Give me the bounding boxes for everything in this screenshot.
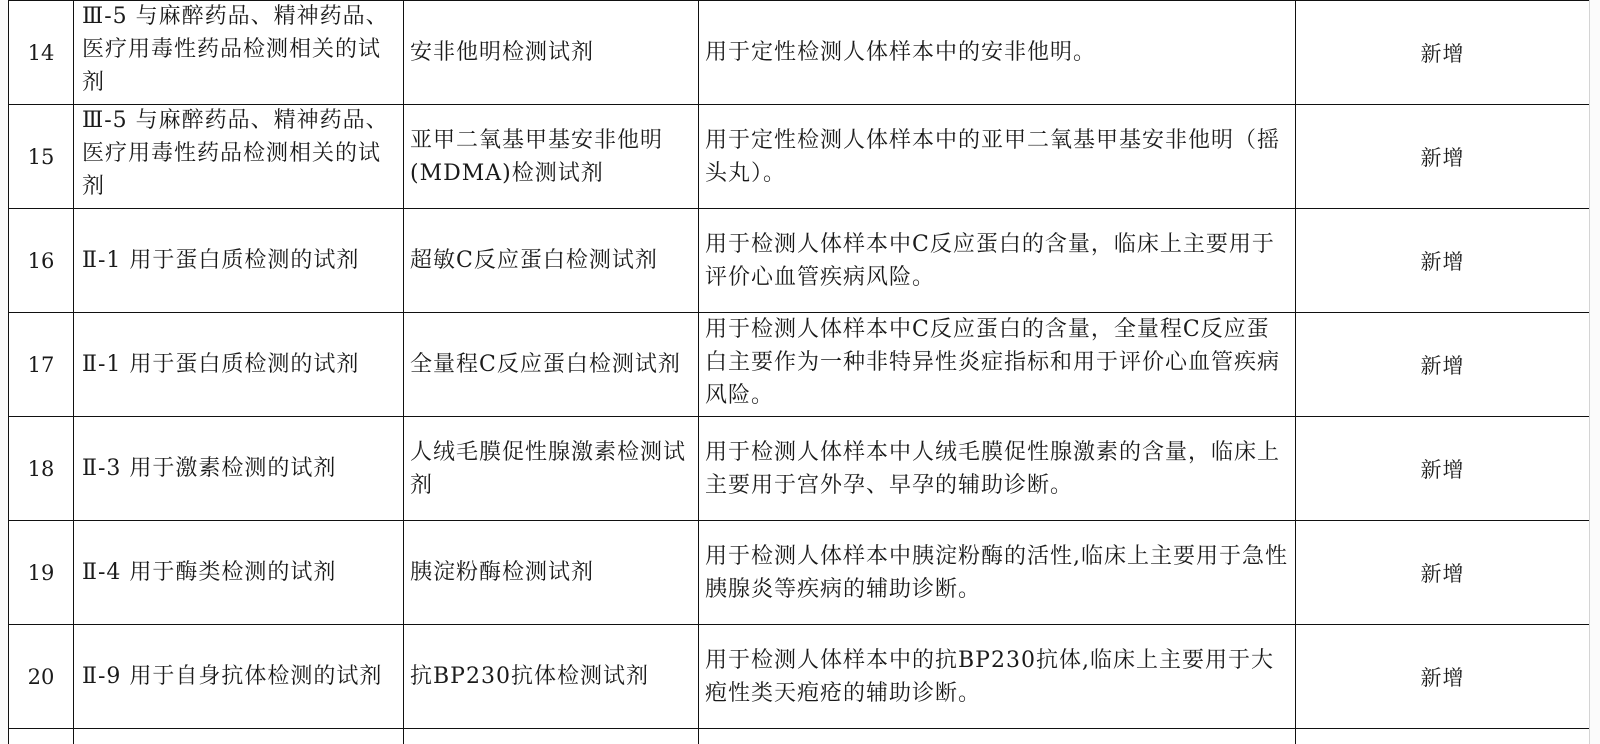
table-row[interactable] xyxy=(9,625,1590,729)
status-cell[interactable] xyxy=(1296,625,1590,729)
description-text: 用于检测人体样本中C反应蛋白的含量，临床上主要用于评价心血管疾病风险。 xyxy=(705,231,1275,290)
reagent-name: 超敏C反应蛋白检测试剂 xyxy=(410,248,658,273)
description-cell[interactable] xyxy=(699,625,1296,729)
description-cell[interactable] xyxy=(699,313,1296,417)
status-label: 新增 xyxy=(1420,561,1465,586)
status-cell[interactable] xyxy=(1296,313,1590,417)
status-label: 新增 xyxy=(1420,145,1465,170)
reagent-name: 安非他明检测试剂 xyxy=(410,40,595,65)
table-row[interactable] xyxy=(9,313,1590,417)
category-cell[interactable] xyxy=(74,209,404,313)
row-number: 15 xyxy=(27,144,55,169)
status-cell[interactable] xyxy=(1296,417,1590,521)
status-label: 新增 xyxy=(1420,457,1465,482)
row-number-cell[interactable] xyxy=(9,1,74,105)
category-cell[interactable] xyxy=(74,417,404,521)
category-cell[interactable] xyxy=(74,729,404,744)
description-text: 用于检测人体样本中的抗BP230抗体,临床上主要用于大疱性类天疱疮的辅助诊断。 xyxy=(705,647,1274,706)
description-text: 用于检测人体样本中胰淀粉酶的活性,临床上主要用于急性胰腺炎等疾病的辅助诊断。 xyxy=(705,543,1288,602)
row-number: 18 xyxy=(27,456,55,481)
row-number-cell[interactable] xyxy=(9,105,74,209)
category-cell[interactable] xyxy=(74,1,404,105)
reagent-name-cell[interactable] xyxy=(404,625,699,729)
category-cell[interactable] xyxy=(74,521,404,625)
description-cell[interactable] xyxy=(699,209,1296,313)
table-row[interactable] xyxy=(9,521,1590,625)
row-number-cell[interactable] xyxy=(9,729,74,744)
status-label: 新增 xyxy=(1420,665,1465,690)
description-cell[interactable] xyxy=(699,1,1296,105)
table-row[interactable] xyxy=(9,209,1590,313)
category-text: Ⅱ-9 用于自身抗体检测的试剂 xyxy=(82,664,383,689)
row-number-cell[interactable] xyxy=(9,521,74,625)
row-number-cell[interactable] xyxy=(9,209,74,313)
description-text: 用于定性检测人体样本中的安非他明。 xyxy=(705,40,1097,65)
description-cell[interactable] xyxy=(699,105,1296,209)
row-number: 20 xyxy=(27,664,55,689)
description-text: 用于定性检测人体样本中的亚甲二氧基甲基安非他明（摇头丸）。 xyxy=(705,127,1281,186)
status-cell[interactable] xyxy=(1296,1,1590,105)
reagent-name: 抗BP230抗体检测试剂 xyxy=(410,664,649,689)
category-text: Ⅲ-5 与麻醉药品、精神药品、医疗用毒性药品检测相关的试剂 xyxy=(82,108,389,199)
reagent-name-cell[interactable] xyxy=(404,105,699,209)
category-text: Ⅱ-3 用于激素检测的试剂 xyxy=(82,456,337,481)
status-cell[interactable] xyxy=(1296,521,1590,625)
reagent-name: 全量程C反应蛋白检测试剂 xyxy=(410,352,681,377)
vertical-scrollbar-gutter[interactable] xyxy=(1589,0,1600,744)
row-number-cell[interactable] xyxy=(9,417,74,521)
category-text: Ⅱ-1 用于蛋白质检测的试剂 xyxy=(82,248,360,273)
reagent-name-cell[interactable] xyxy=(404,521,699,625)
status-label: 新增 xyxy=(1420,249,1465,274)
reagent-name-cell[interactable] xyxy=(404,417,699,521)
status-label: 新增 xyxy=(1420,353,1465,378)
category-text: Ⅱ-4 用于酶类检测的试剂 xyxy=(82,560,337,585)
description-text: 用于检测人体样本中C反应蛋白的含量，全量程C反应蛋白主要作为一种非特异性炎症指标和用于评价心血管疾病风险。 xyxy=(705,317,1281,408)
table-row[interactable] xyxy=(9,1,1590,105)
description-text: 用于检测人体样本中人绒毛膜促性腺激素的含量，临床上主要用于宫外孕、早孕的辅助诊断。 xyxy=(705,439,1281,498)
table-row[interactable] xyxy=(9,417,1590,521)
description-cell[interactable] xyxy=(699,521,1296,625)
reagent-name-cell[interactable] xyxy=(404,1,699,105)
category-cell[interactable] xyxy=(74,105,404,209)
table-body xyxy=(9,1,1590,744)
row-number: 19 xyxy=(27,560,55,585)
description-cell[interactable] xyxy=(699,417,1296,521)
row-number: 16 xyxy=(27,248,55,273)
reagent-name: 人绒毛膜促性腺激素检测试剂 xyxy=(410,439,687,498)
reagent-name-cell[interactable] xyxy=(404,313,699,417)
reagent-name-cell[interactable] xyxy=(404,209,699,313)
status-cell[interactable] xyxy=(1296,105,1590,209)
status-label: 新增 xyxy=(1420,41,1465,66)
row-number-cell[interactable] xyxy=(9,313,74,417)
description-cell[interactable] xyxy=(699,729,1296,744)
category-cell[interactable] xyxy=(74,625,404,729)
row-number: 14 xyxy=(27,40,55,65)
status-cell[interactable] xyxy=(1296,729,1590,744)
reagent-table xyxy=(8,0,1590,744)
category-text: Ⅱ-1 用于蛋白质检测的试剂 xyxy=(82,352,360,377)
table-row-partial[interactable] xyxy=(9,729,1590,744)
table-row[interactable] xyxy=(9,105,1590,209)
row-number-cell[interactable] xyxy=(9,625,74,729)
category-cell[interactable] xyxy=(74,313,404,417)
reagent-name: 胰淀粉酶检测试剂 xyxy=(410,560,595,585)
reagent-name-cell[interactable] xyxy=(404,729,699,744)
status-cell[interactable] xyxy=(1296,209,1590,313)
reagent-name: 亚甲二氧基甲基安非他明(MDMA)检测试剂 xyxy=(410,127,664,186)
category-text: Ⅲ-5 与麻醉药品、精神药品、医疗用毒性药品检测相关的试剂 xyxy=(82,4,389,95)
row-number: 17 xyxy=(27,352,55,377)
